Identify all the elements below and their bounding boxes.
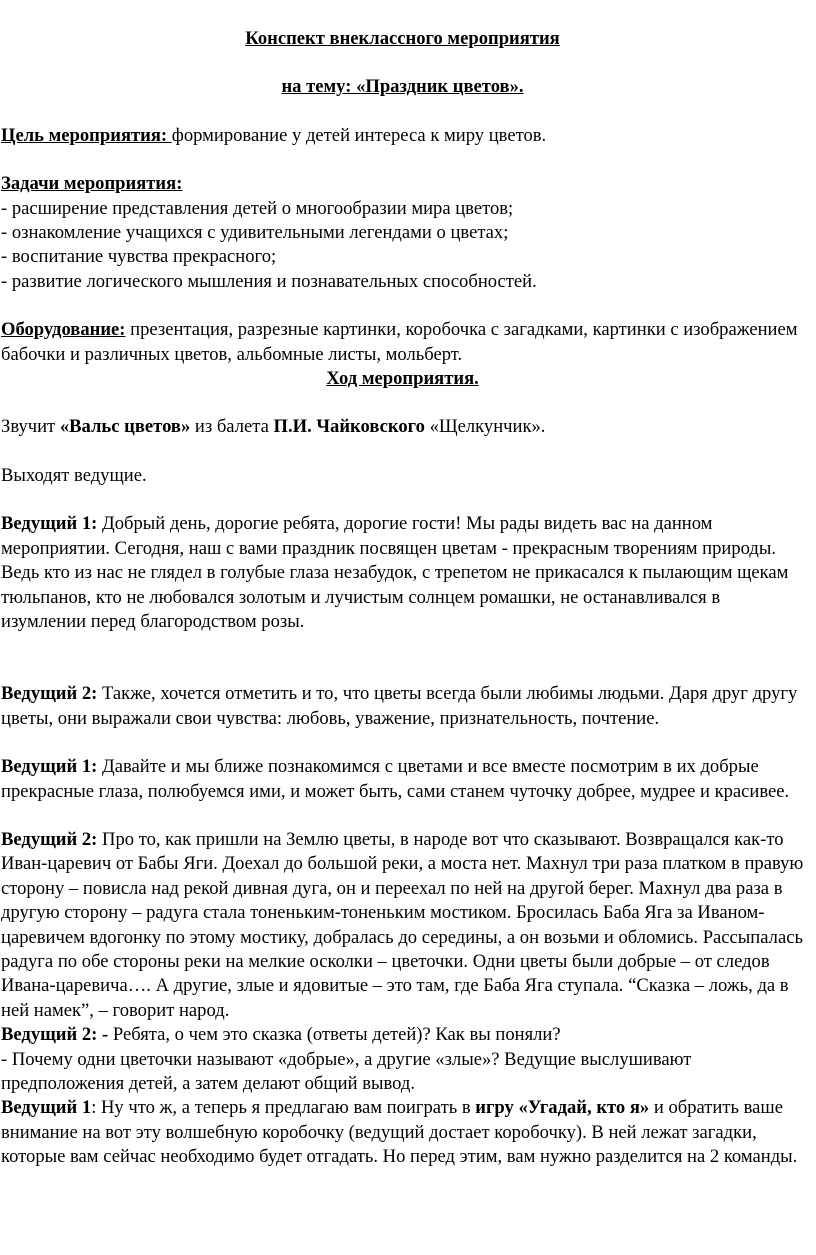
goal-text: формирование у детей интереса к миру цветов. xyxy=(171,124,547,146)
music-title: «Вальс цветов» xyxy=(59,416,191,438)
goal-label: Цель мероприятия: xyxy=(1,124,172,146)
tasks-label: Задачи мероприятия: xyxy=(1,173,183,195)
equipment-paragraph xyxy=(1,318,804,367)
task-item: - расширение представления детей о многообразии мира цветов; xyxy=(1,197,514,219)
speech-text: и обратить ваше внимание на вот эту волшебную коробочку (ведущий достает коробочку). В ней лежат загадки, которые вам сейчас необходимо будет отгадать. Но перед этим, вам нужно разделится на 2 команды. xyxy=(1,1097,798,1168)
speech-text: Про то, как пришли на Землю цветы, в народе вот что сказывают. Возвращался как-то Иван-царевич от Бабы Яги. Доехал до большой реки, а моста нет. Махнул три раза платком в правую сторону – повисла над рекой дивная дуга, он и переехал по ней на другой берег. Махнул два раза в другую сторону – радуга стала тоненьким-тоненьким мостиком. Бросилась Баба Яга за Иваном-царевичем вдогонку по этому мостику, добралась до середины, а он возьми и обломись. Рассыпалась радуга по обе стороны реки на мелкие осколки – цветочки. Одни цветы были добрые – от следов Ивана-царевича…. А другие, злые и ядовитые – это там, где Баба Яга ступала. “Сказка – ложь, да в ней намек”, – говорит народ. xyxy=(1,828,804,1021)
speaker-label: Ведущий 1: xyxy=(1,513,98,535)
task-item: - воспитание чувства прекрасного; xyxy=(1,246,277,268)
music-paragraph xyxy=(1,415,804,439)
question-paragraph: - Почему одни цветочки называют «добрые», а другие «злые»? Ведущие выслушивают предположения детей, а затем делают общий вывод. xyxy=(1,1048,692,1094)
speech-text: Ребята, о чем это сказка (ответы детей)? Как вы поняли? xyxy=(108,1024,561,1046)
speech-paragraph xyxy=(1,512,804,634)
goal-paragraph xyxy=(1,124,804,148)
speaker-label: Ведущий 2: xyxy=(1,828,98,850)
game-name: игру «Угадай, кто я» xyxy=(475,1097,650,1119)
speech-paragraph xyxy=(1,755,804,804)
task-item: - ознакомление учащихся с удивительными легендами о цветах; xyxy=(1,222,509,244)
equipment-label: Оборудование: xyxy=(1,319,126,341)
speech-paragraph xyxy=(1,682,804,731)
composer-name: П.И. Чайковского xyxy=(273,416,425,438)
speech-paragraph xyxy=(1,828,804,1023)
hosts-enter: Выходят ведущие. xyxy=(1,464,147,486)
speech-paragraph xyxy=(1,1096,804,1169)
document-subtitle: на тему: «Праздник цветов». xyxy=(281,76,524,98)
speech-text: Давайте и мы ближе познакомимся с цветами и все вместе посмотрим в их добрые прекрасные глаза, полюбуемся ими, и может быть, сами станем чуточку добрее, мудрее и красивее. xyxy=(1,756,790,802)
speech-text: : Ну что ж, а теперь я предлагаю вам поиграть в xyxy=(91,1097,476,1119)
equipment-text: презентация, разрезные картинки, коробочка с загадками, картинки с изображением бабочки и различных цветов, альбомные листы, мольберт. xyxy=(1,319,798,365)
music-text: из балета xyxy=(190,416,274,438)
speech-paragraph xyxy=(1,1023,804,1047)
speaker-label: Ведущий 1: xyxy=(1,756,98,778)
document-title: Конспект внеклассного мероприятия xyxy=(245,28,560,49)
speaker-label: Ведущий 1 xyxy=(1,1097,92,1119)
speech-text: Также, хочется отметить и то, что цветы всегда были любимы людьми. Даря друг другу цветы, они выражали свои чувства: любовь, уважение, признательность, почтение. xyxy=(1,683,798,729)
speaker-label: Ведущий 2: - xyxy=(1,1024,109,1046)
speaker-label: Ведущий 2: xyxy=(1,683,98,705)
music-text: Звучит xyxy=(1,416,60,438)
music-text: «Щелкунчик». xyxy=(424,416,546,438)
course-heading: Ход мероприятия. xyxy=(326,368,479,390)
task-item: - развитие логического мышления и познавательных способностей. xyxy=(1,270,537,292)
speech-text: Добрый день, дорогие ребята, дорогие гости! Мы рады видеть вас на данном мероприятии. Сегодня, наш с вами праздник посвящен цветам - прекрасным творениям природы. Ведь кто из нас не глядел в голубые глаза незабудок, с трепетом не прикасался к пылающим щекам тюльпанов, кто не любовался золотым и лучистым солнцем ромашки, не останавливался в изумлении перед благородством розы. xyxy=(1,513,789,632)
